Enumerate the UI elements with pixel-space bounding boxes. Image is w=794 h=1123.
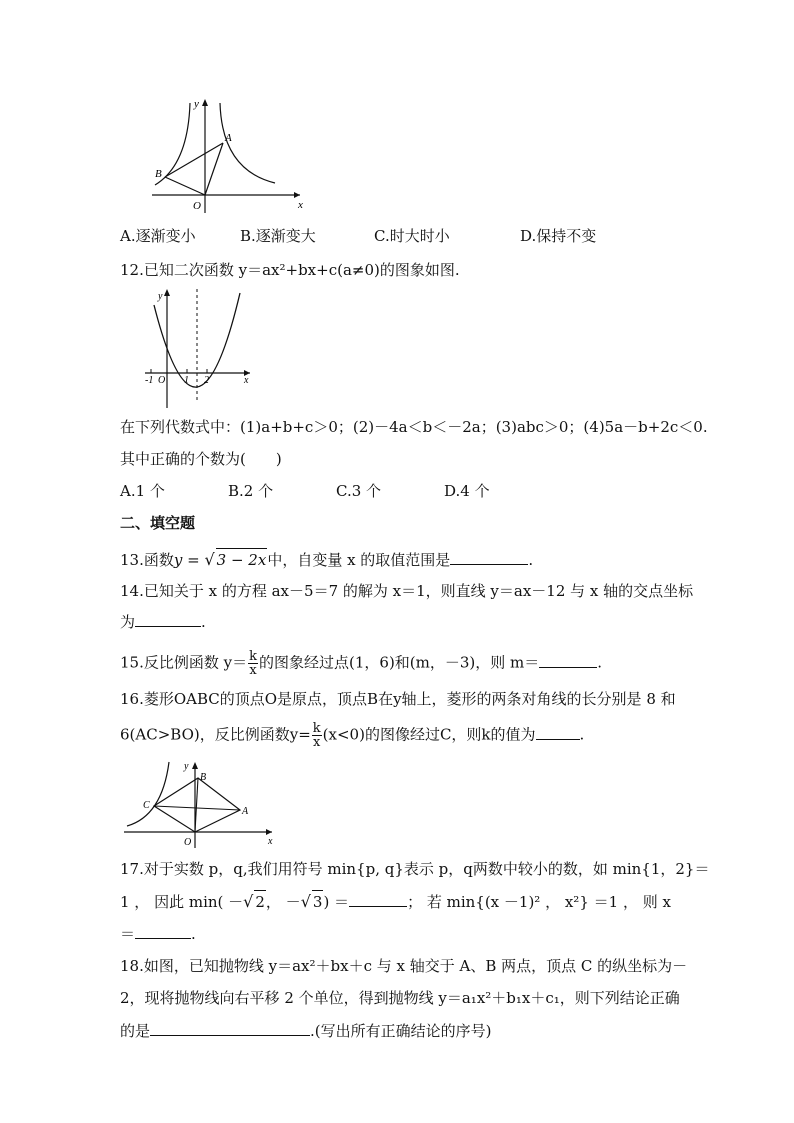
- q11-fig-a-label: A: [225, 132, 232, 144]
- q16-end: .: [579, 725, 585, 744]
- q18-line3: [120, 1019, 492, 1042]
- q12-figure: [140, 285, 260, 410]
- q13-text: 中，自变量 x 的取值范围是: [267, 551, 451, 569]
- q15-text: 的图象经过点(1，6)和(m，－3)，则 m＝: [259, 653, 540, 672]
- q16-line2: [120, 722, 584, 749]
- q15-end: .: [597, 653, 603, 672]
- q12-conditions: 在下列代数式中：(1)a+b+c＞0；(2)－4a＜b＜－2a；(3)abc＞0；(4)5a－b+2c＜0.: [120, 418, 708, 436]
- q15-denominator: x: [249, 663, 257, 678]
- q17-part-a: 1 ， 因此 min( －: [120, 893, 244, 911]
- q11-figure: [150, 95, 310, 215]
- q16-answer-blank[interactable]: [536, 723, 580, 740]
- q17-prefix: ＝: [120, 925, 136, 943]
- sqrt-icon: √: [204, 550, 215, 569]
- q17-part-d: ； 若 min{(x －1)² ， x²} ＝1 ， 则 x: [407, 893, 671, 911]
- q11-option-b: B.逐渐变大: [240, 227, 316, 245]
- q18-line1: 18.如图，已知抛物线 y＝ax²＋bx＋c 与 x 轴交于 A、B 两点，顶点 C 的纵坐标为－: [120, 957, 688, 975]
- q17-answer-blank-2[interactable]: [135, 922, 191, 939]
- q13-radicand: 3 − 2x: [216, 548, 268, 571]
- q14-end: .: [201, 613, 206, 631]
- q12-stem: 12.已知二次函数 y＝ax²+bx+c(a≠0)的图象如图.: [120, 261, 460, 279]
- q16-fig-a-label: A: [242, 806, 249, 817]
- q18-line2: 2，现将抛物线向右平移 2 个单位，得到抛物线 y＝a₁x²＋b₁x＋c₁，则下列结论正确: [120, 989, 680, 1007]
- q12-fig-y-label: y: [158, 291, 163, 302]
- q17-line3: [120, 922, 196, 945]
- q16-fig-o-label: O: [184, 837, 192, 848]
- q12-fig-tick-1: 1: [184, 375, 189, 386]
- q18-answer-blank[interactable]: [150, 1019, 310, 1036]
- q16-prefix: 6(AC>BO)，反比例函数y=: [120, 725, 311, 744]
- q14-line1: 14.已知关于 x 的方程 ax－5＝7 的解为 x＝1，则直线 y＝ax－12 与 x 轴的交点坐标: [120, 582, 694, 600]
- q12-option-d: D.4 个: [444, 482, 490, 500]
- q11-fig-b-label: B: [155, 168, 162, 180]
- q17-end: .: [191, 925, 196, 943]
- section-heading: 二、填空题: [120, 514, 196, 532]
- q15-fraction: [248, 650, 258, 677]
- q16-text: (x<0)的图像经过C，则k的值为: [322, 725, 536, 744]
- q12-option-a: A.1 个: [120, 482, 165, 500]
- q14-answer-blank[interactable]: [135, 610, 201, 627]
- q17-line2: [120, 890, 671, 913]
- q15-numerator: k: [249, 649, 257, 664]
- q14-prefix: 为: [120, 613, 136, 631]
- q16-denominator: x: [313, 735, 321, 750]
- q13-answer-blank[interactable]: [450, 548, 528, 565]
- q16-fraction: [312, 722, 322, 749]
- q16-figure: [122, 758, 282, 850]
- q13-prefix: 13.函数: [120, 551, 174, 569]
- q12-option-b: B.2 个: [228, 482, 274, 500]
- q12-fig-o-label: O: [158, 375, 166, 386]
- q12-question: 其中正确的个数为( ): [120, 450, 282, 468]
- q16-line1: 16.菱形OABC的顶点O是原点，顶点B在y轴上，菱形的两条对角线的长分别是 8 和: [120, 690, 676, 708]
- q14-line2: [120, 610, 206, 633]
- sqrt-icon: √: [243, 892, 254, 911]
- q13: [120, 548, 533, 571]
- sqrt-icon: √: [300, 892, 311, 911]
- q15: [120, 650, 602, 677]
- q11-fig-y-label: y: [194, 98, 199, 110]
- q16-numerator: k: [312, 721, 321, 736]
- q13-equals: =: [182, 551, 205, 569]
- q17-radicand-3: 3: [312, 890, 324, 913]
- q11-option-d: D.保持不变: [520, 227, 597, 245]
- q12-option-c: C.3 个: [336, 482, 382, 500]
- q12-fig-tick-2: 2: [204, 375, 209, 386]
- q17-line1: 17.对于实数 p，q,我们用符号 min{p, q}表示 p，q两数中较小的数，如 min{1，2}＝: [120, 860, 710, 878]
- q17-radicand-2: 2: [254, 890, 266, 913]
- q12-fig-tick-minus1: -1: [145, 375, 154, 386]
- q11-fig-x-label: x: [298, 199, 303, 211]
- q17-part-c: ) ＝: [323, 893, 350, 911]
- q13-func-y: y: [173, 551, 183, 569]
- q15-answer-blank[interactable]: [539, 651, 597, 668]
- q16-fig-x-label: x: [268, 836, 273, 847]
- q17-answer-blank-1[interactable]: [349, 890, 407, 907]
- q12-fig-x-label: x: [244, 375, 249, 386]
- q17-part-b: ， －: [265, 893, 301, 911]
- q15-prefix: 15.反比例函数 y＝: [120, 653, 248, 672]
- q11-option-c: C.时大时小: [374, 227, 450, 245]
- q11-option-a: A.逐渐变小: [120, 227, 196, 245]
- q18-text: .(写出所有正确结论的序号): [310, 1022, 492, 1040]
- q16-fig-b-label: B: [200, 772, 207, 783]
- q18-prefix: 的是: [120, 1022, 151, 1040]
- q13-end: .: [528, 551, 534, 569]
- q16-fig-c-label: C: [143, 800, 150, 811]
- q16-fig-y-label: y: [184, 761, 189, 772]
- q11-fig-o-label: O: [193, 200, 201, 212]
